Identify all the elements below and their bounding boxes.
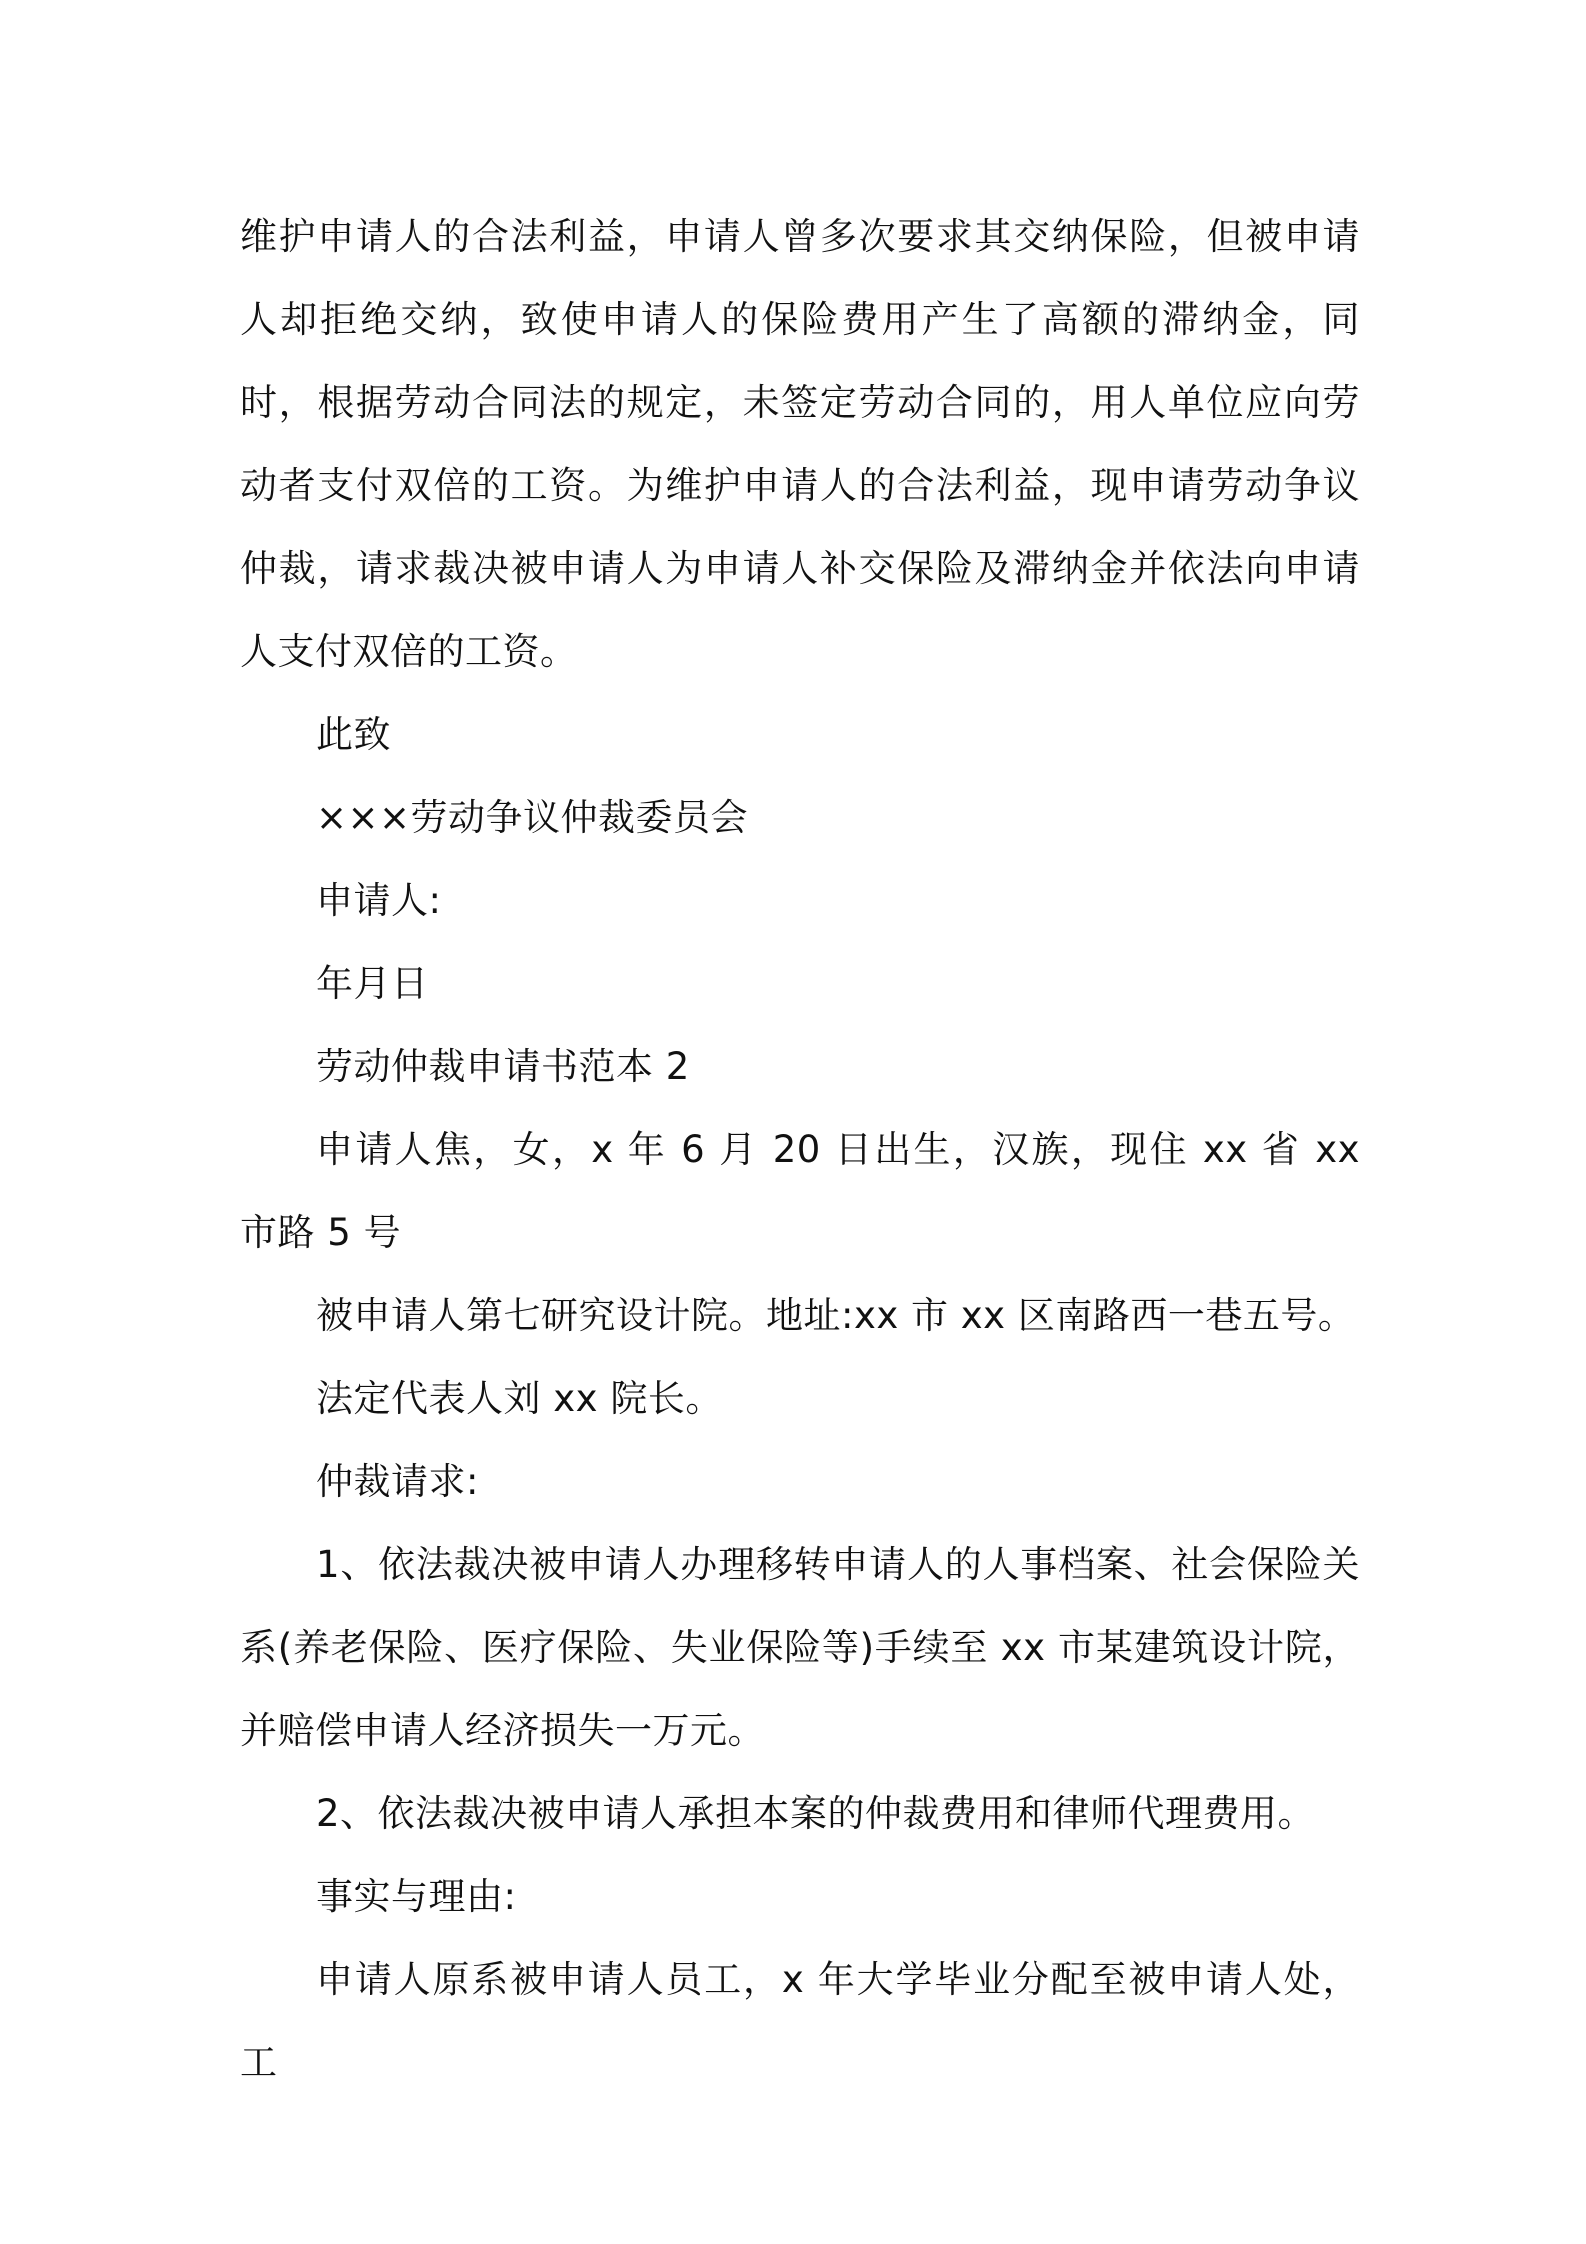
applicant-signature-label: 申请人: — [316, 879, 442, 922]
claim-item-1: 1、依法裁决被申请人办理移转申请人的人事档案、社会保险关系(养老保险、医疗保险、失业保险等)手续至 xx 市某建筑设计院，并赔偿申请人经济损失一万元。 — [240, 1543, 1360, 1752]
date-line: 年月日 — [316, 962, 429, 1005]
legal-representative: 法定代表人刘 xx 院长。 — [316, 1377, 723, 1420]
section-title: 劳动仲裁申请书范本 2 — [316, 1045, 690, 1088]
paragraph-continuation: 维护申请人的合法利益，申请人曾多次要求其交纳保险，但被申请人却拒绝交纳，致使申请人的保险费用产生了高额的滞纳金，同时，根据劳动合同法的规定，未签定劳动合同的，用人单位应向劳动者支付双倍的工资。为维护申请人的合法利益，现申请劳动争议仲裁，请求裁决被申请人为申请人补交保险及滞纳金并依法向申请人支付双倍的工资。 — [240, 215, 1360, 673]
claim-item-2: 2、依法裁决被申请人承担本案的仲裁费用和律师代理费用。 — [316, 1792, 1316, 1835]
respondent-info: 被申请人第七研究设计院。地址:xx 市 xx 区南路西一巷五号。 — [316, 1294, 1356, 1337]
applicant-info: 申请人焦，女，x 年 6 月 20 日出生，汉族，现住 xx 省 xx 市路 5 号 — [240, 1128, 1360, 1254]
salutation: 此致 — [316, 713, 391, 756]
document-page — [240, 195, 1360, 2104]
claims-heading: 仲裁请求: — [316, 1460, 479, 1503]
facts-paragraph: 申请人原系被申请人员工，x 年大学毕业分配至被申请人处，工 — [240, 1958, 1360, 2084]
facts-heading: 事实与理由: — [316, 1875, 517, 1918]
recipient-committee: ×××劳动争议仲裁委员会 — [316, 796, 749, 839]
